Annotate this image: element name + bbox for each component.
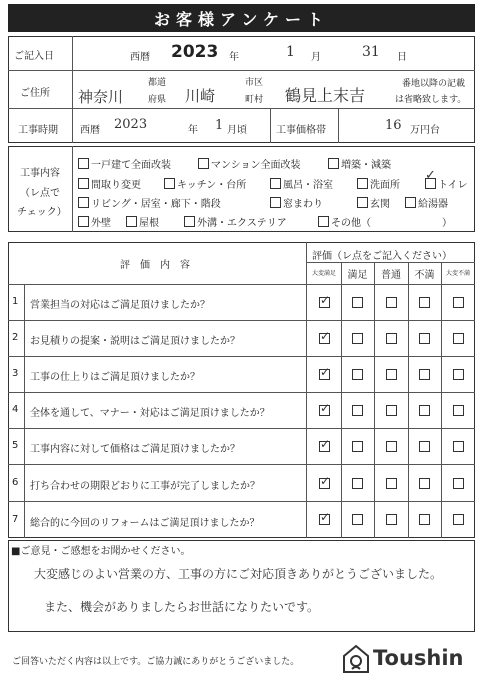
- period-year-unit: 年: [188, 125, 198, 136]
- work-option[interactable]: 外溝・エクステリア: [184, 214, 287, 229]
- work-option[interactable]: 増築・減築: [328, 156, 391, 171]
- checkbox[interactable]: [405, 197, 416, 208]
- col-header: 満足: [347, 270, 368, 281]
- checkbox[interactable]: [184, 216, 195, 227]
- work-option[interactable]: 玄関: [357, 195, 390, 210]
- city-suffix-bottom: 町村: [245, 95, 264, 105]
- rating-checkbox[interactable]: [386, 333, 397, 344]
- address-note-2: は省略致します。: [395, 95, 467, 105]
- work-other-close: ）: [442, 218, 452, 229]
- question-text: 工事内容に対して価格はご満足頂けましたか？: [30, 444, 240, 455]
- date-label: ご記入日: [14, 51, 54, 62]
- date-day-unit: 日: [397, 52, 407, 63]
- work-option[interactable]: 窓まわり: [270, 195, 323, 210]
- col-header: 大変満足: [311, 270, 336, 277]
- info-row-divider: [8, 70, 475, 71]
- info-label-divider: [72, 36, 73, 143]
- price-divider: [338, 108, 339, 143]
- question-number: 5: [12, 440, 19, 451]
- question-text: 総合的に今回のリフォームはご満足頂けましたか？: [30, 518, 260, 529]
- check-mark-icon: ✓: [320, 510, 331, 524]
- row-divider: [8, 501, 475, 502]
- work-label-1: 工事内容: [20, 168, 60, 179]
- date-era: 西暦: [130, 52, 150, 63]
- question-number: 4: [12, 404, 19, 415]
- checkbox[interactable]: [164, 178, 175, 189]
- col-divider: [441, 262, 442, 538]
- rating-checkbox[interactable]: [352, 441, 363, 452]
- info-row-divider: [8, 108, 475, 109]
- pref-suffix-top: 都道: [148, 78, 167, 88]
- pref-suffix-bottom: 府県: [148, 95, 167, 105]
- checkbox[interactable]: [357, 197, 368, 208]
- rating-checkbox[interactable]: [352, 514, 363, 525]
- address-town: 鶴見上末吉: [285, 86, 366, 105]
- checkbox[interactable]: [270, 178, 281, 189]
- rating-checkbox[interactable]: [352, 369, 363, 380]
- price-divider: [270, 108, 271, 143]
- rating-checkbox[interactable]: [453, 297, 464, 308]
- question-number: 6: [12, 477, 19, 488]
- checkbox[interactable]: [126, 216, 137, 227]
- checkbox[interactable]: [318, 216, 329, 227]
- work-label-2: （レ点で: [20, 188, 60, 199]
- address-prefecture: 神奈川: [78, 88, 124, 106]
- work-option-other[interactable]: その他（: [318, 214, 371, 229]
- question-text: 打ち合わせの期限どおりに工事が完了しましたか？: [30, 481, 260, 492]
- work-option[interactable]: 屋根: [126, 214, 159, 229]
- check-mark-icon: ✓: [320, 401, 331, 415]
- col-divider: [306, 242, 307, 538]
- comment-line-1: 大変感じのよい営業の方、工事の方にご対応頂きありがとうございました。: [34, 567, 443, 581]
- rating-checkbox[interactable]: [419, 478, 430, 489]
- period-month-unit: 月頃: [227, 125, 247, 136]
- rating-checkbox[interactable]: [453, 333, 464, 344]
- checkbox[interactable]: [198, 158, 209, 169]
- work-option[interactable]: マンション全面改装: [198, 156, 301, 171]
- work-option[interactable]: 給湯器: [405, 195, 448, 210]
- rating-checkbox[interactable]: [386, 369, 397, 380]
- period-month: 1: [215, 118, 224, 133]
- rating-checkbox[interactable]: [386, 405, 397, 416]
- checkbox[interactable]: [78, 216, 89, 227]
- col-divider: [24, 284, 25, 538]
- rating-checkbox[interactable]: [419, 514, 430, 525]
- check-mark-icon: ✓: [320, 437, 331, 451]
- col-divider: [374, 262, 375, 538]
- price-unit: 万円台: [410, 125, 440, 136]
- work-option[interactable]: リビング・居室・廊下・階段: [78, 195, 221, 210]
- rating-checkbox-checked[interactable]: [319, 401, 331, 416]
- question-text: 工事の仕上りはご満足頂けましたか？: [30, 372, 200, 383]
- rating-checkbox-checked[interactable]: [319, 293, 331, 308]
- rating-checkbox[interactable]: [453, 405, 464, 416]
- rating-checkbox[interactable]: [453, 369, 464, 380]
- survey-table: [8, 242, 475, 538]
- check-mark-icon: ✓: [320, 293, 331, 307]
- brand-logo-icon: [342, 644, 370, 678]
- question-text: お見積りの提案・説明はご満足頂けましたか？: [30, 336, 240, 347]
- period-era: 西暦: [80, 125, 100, 136]
- rating-checkbox[interactable]: [419, 441, 430, 452]
- row-divider: [8, 392, 475, 393]
- rating-checkbox[interactable]: [419, 405, 430, 416]
- rating-checkbox-checked[interactable]: [319, 437, 331, 452]
- rating-checkbox[interactable]: [453, 441, 464, 452]
- row-divider: [8, 356, 475, 357]
- row-divider: [8, 428, 475, 429]
- work-option[interactable]: キッチン・台所: [164, 176, 246, 191]
- work-option-toilet[interactable]: ✓ トイレ: [425, 168, 468, 191]
- rating-checkbox-checked[interactable]: [319, 365, 331, 380]
- city-suffix-top: 市区: [245, 78, 264, 88]
- rating-checkbox[interactable]: [419, 369, 430, 380]
- header-eval: 評価（レ点をご記入ください）: [312, 251, 452, 262]
- date-month: 1: [286, 44, 295, 60]
- rating-checkbox[interactable]: [386, 441, 397, 452]
- check-mark-icon: ✓: [425, 168, 436, 183]
- rating-checkbox[interactable]: [386, 478, 397, 489]
- rating-checkbox[interactable]: [419, 297, 430, 308]
- row-divider: [306, 262, 475, 263]
- rating-checkbox[interactable]: [352, 297, 363, 308]
- question-number: 2: [12, 332, 19, 343]
- page-title: お客様アンケート: [8, 4, 475, 32]
- rating-checkbox-checked[interactable]: [319, 510, 331, 525]
- header-content: 評 価 内 容: [120, 260, 190, 271]
- work-label-3: チェック）: [17, 207, 67, 218]
- rating-checkbox[interactable]: [386, 514, 397, 525]
- rating-checkbox-checked[interactable]: [319, 329, 331, 344]
- rating-checkbox[interactable]: [453, 514, 464, 525]
- row-divider: [8, 464, 475, 465]
- comments-label: ■ご意見・ご感想をお聞かせください。: [11, 546, 191, 557]
- work-option[interactable]: 間取り変更: [78, 176, 141, 191]
- rating-checkbox-checked[interactable]: [319, 474, 331, 489]
- date-day: 31: [362, 44, 380, 60]
- rating-checkbox[interactable]: [352, 478, 363, 489]
- question-text: 全体を通して、マナー・対応はご満足頂けましたか？: [30, 408, 270, 419]
- checkbox[interactable]: [357, 178, 368, 189]
- rating-checkbox[interactable]: [453, 478, 464, 489]
- question-number: 7: [12, 514, 19, 525]
- col-divider: [341, 262, 342, 538]
- col-header: 不満: [414, 270, 435, 281]
- address-label: ご住所: [20, 88, 50, 99]
- work-option[interactable]: 風呂・浴室: [270, 176, 333, 191]
- address-note-1: 番地以降の記載: [402, 79, 466, 89]
- date-month-unit: 月: [311, 52, 321, 63]
- rating-checkbox[interactable]: [352, 333, 363, 344]
- comment-line-2: また、機会がありましたらお世話になりたいです。: [44, 600, 320, 614]
- work-label-divider: [72, 146, 73, 232]
- rating-checkbox[interactable]: [386, 297, 397, 308]
- date-year: 2023: [171, 42, 219, 62]
- checkbox[interactable]: [270, 197, 281, 208]
- price-value: 16: [385, 118, 402, 133]
- period-year: 2023: [114, 117, 148, 132]
- col-divider: [408, 262, 409, 538]
- period-label: 工事時期: [18, 125, 58, 136]
- checkbox[interactable]: [78, 178, 89, 189]
- rating-checkbox[interactable]: [419, 333, 430, 344]
- check-mark-icon: ✓: [320, 365, 331, 379]
- checkbox[interactable]: [78, 197, 89, 208]
- col-header: 大変不満: [445, 270, 470, 277]
- date-year-unit: 年: [229, 52, 239, 63]
- checkbox[interactable]: [78, 158, 89, 169]
- question-text: 営業担当の対応はご満足頂けましたか？: [30, 300, 210, 311]
- work-option[interactable]: 洗面所: [357, 176, 400, 191]
- address-city: 川崎: [185, 87, 216, 105]
- checkbox-checked[interactable]: [425, 168, 436, 189]
- check-mark-icon: ✓: [320, 329, 331, 343]
- price-label: 工事価格帯: [276, 125, 326, 136]
- row-divider: [8, 320, 475, 321]
- brand-name: Toushin: [373, 646, 464, 670]
- col-header: 普通: [381, 270, 401, 281]
- question-number: 3: [12, 368, 19, 379]
- work-option[interactable]: 一戸建て全面改装: [78, 156, 171, 171]
- rating-checkbox[interactable]: [352, 405, 363, 416]
- check-mark-icon: ✓: [320, 474, 331, 488]
- work-option[interactable]: 外壁: [78, 214, 111, 229]
- question-number: 1: [12, 296, 19, 307]
- footer-thanks: ご回答いただく内容は以上です。ご協力誠にありがとうございました。: [12, 657, 300, 667]
- checkbox[interactable]: [328, 158, 339, 169]
- row-divider: [8, 284, 475, 285]
